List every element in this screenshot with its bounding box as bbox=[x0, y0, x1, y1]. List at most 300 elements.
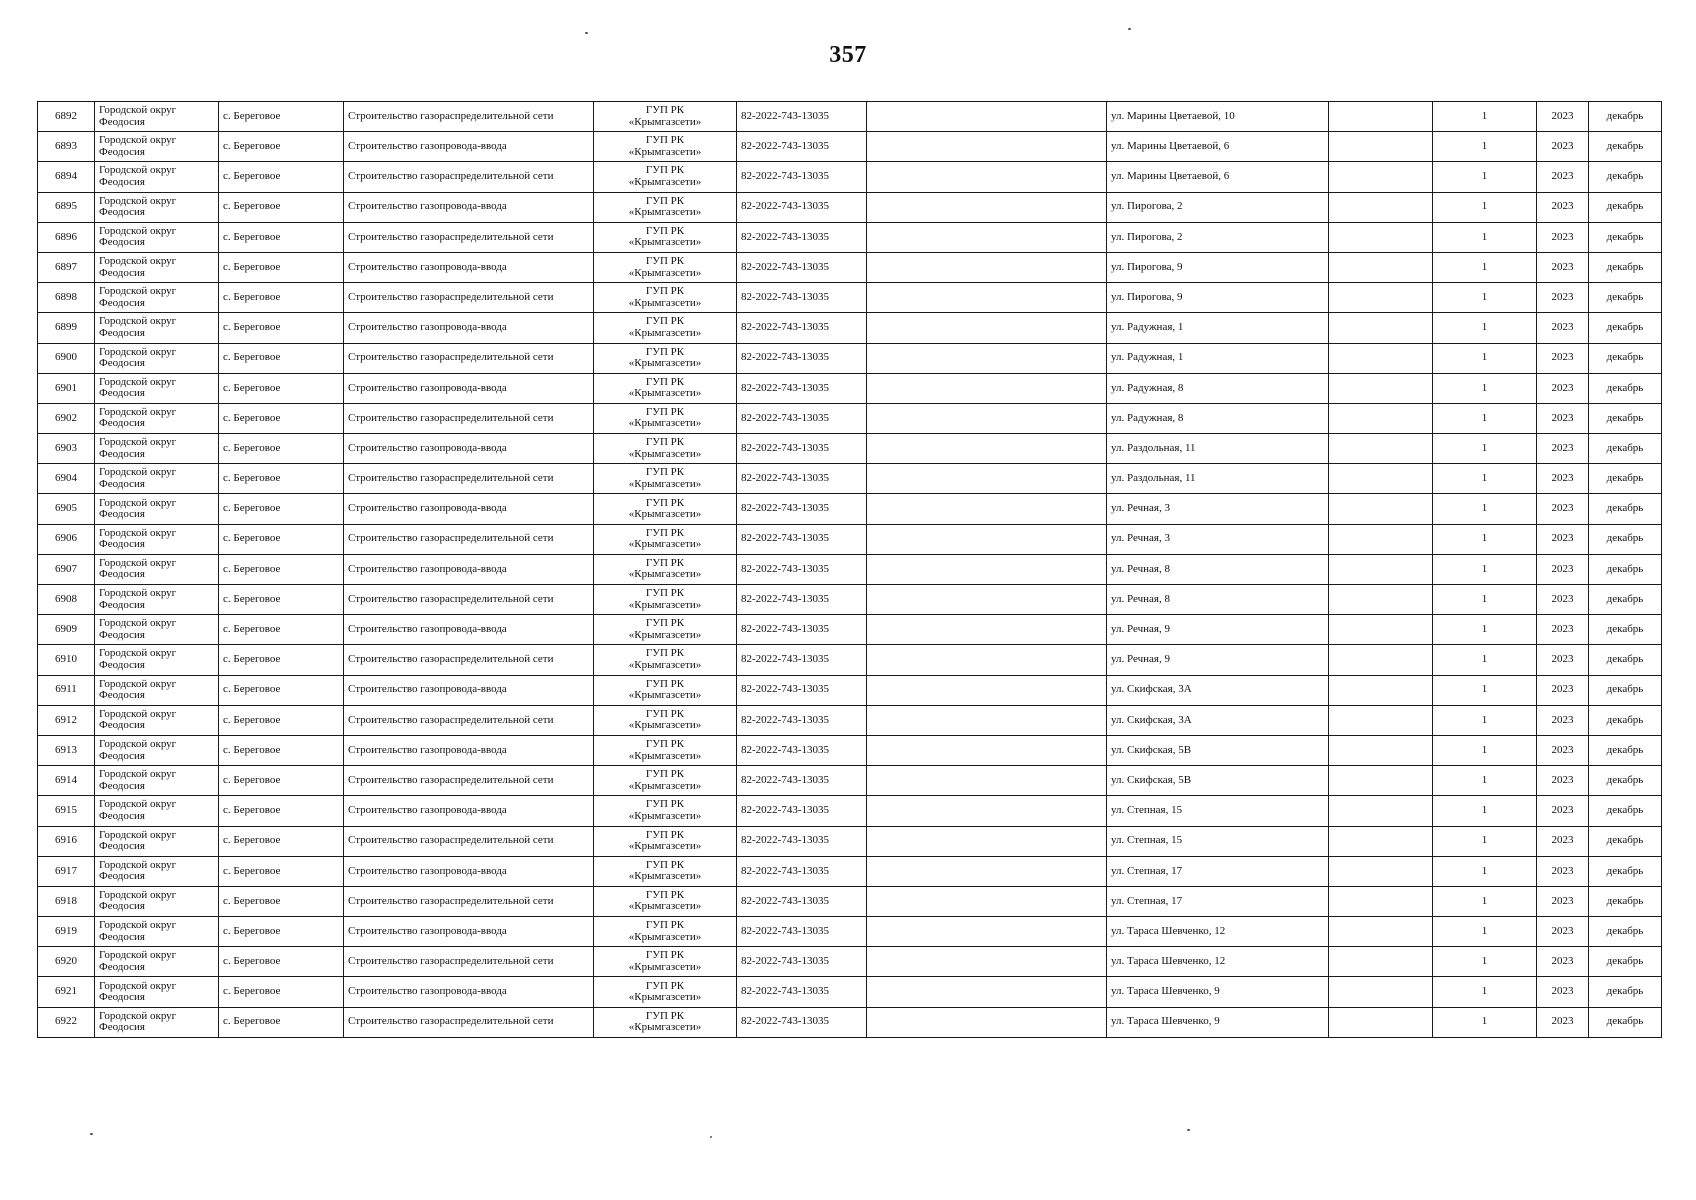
row-number-cell: 6919 bbox=[38, 917, 95, 947]
municipality-line: Городской округ bbox=[99, 375, 177, 388]
quantity-cell: 1 bbox=[1433, 524, 1537, 554]
empty-cell bbox=[1329, 645, 1433, 675]
table-row bbox=[38, 705, 1662, 735]
year-cell: 2023 bbox=[1537, 917, 1589, 947]
year-cell: 2023 bbox=[1537, 283, 1589, 313]
settlement-cell: с. Береговое bbox=[219, 222, 344, 252]
address-cell: ул. Скифская, 3А bbox=[1107, 705, 1329, 735]
municipality-cell bbox=[95, 615, 219, 645]
table-row bbox=[38, 102, 1662, 132]
municipality-line: Городской округ bbox=[99, 768, 177, 781]
municipality-line: Городской округ bbox=[99, 1009, 177, 1022]
agreement-code-cell: 82-2022-743-13035 bbox=[737, 766, 867, 796]
address-cell: ул. Степная, 17 bbox=[1107, 886, 1329, 916]
agreement-code-cell: 82-2022-743-13035 bbox=[737, 886, 867, 916]
municipality-line: Феодосия bbox=[99, 447, 145, 460]
settlement-cell: с. Береговое bbox=[219, 434, 344, 464]
municipality-line: Феодосия bbox=[99, 840, 145, 853]
settlement-cell: с. Береговое bbox=[219, 373, 344, 403]
address-cell: ул. Речная, 8 bbox=[1107, 554, 1329, 584]
municipality-cell bbox=[95, 313, 219, 343]
organization-line: ГУП РК bbox=[645, 315, 685, 328]
municipality-line: Феодосия bbox=[99, 236, 145, 249]
municipality-cell bbox=[95, 162, 219, 192]
quantity-cell: 1 bbox=[1433, 585, 1537, 615]
organization-cell bbox=[594, 162, 737, 192]
month-cell: декабрь bbox=[1589, 283, 1662, 313]
address-cell: ул. Речная, 9 bbox=[1107, 615, 1329, 645]
settlement-cell: с. Береговое bbox=[219, 554, 344, 584]
agreement-code-cell: 82-2022-743-13035 bbox=[737, 434, 867, 464]
organization-line: «Крымгазсети» bbox=[628, 870, 702, 883]
municipality-line: Городской округ bbox=[99, 858, 177, 871]
table-row bbox=[38, 132, 1662, 162]
organization-cell bbox=[594, 1007, 737, 1037]
agreement-code-cell: 82-2022-743-13035 bbox=[737, 705, 867, 735]
organization-cell bbox=[594, 102, 737, 132]
table-row bbox=[38, 434, 1662, 464]
table-row bbox=[38, 735, 1662, 765]
empty-cell bbox=[867, 554, 1107, 584]
municipality-cell bbox=[95, 403, 219, 433]
municipality-line: Феодосия bbox=[99, 357, 145, 370]
municipality-cell bbox=[95, 102, 219, 132]
municipality-line: Феодосия bbox=[99, 960, 145, 973]
organization-line: ГУП РК bbox=[645, 436, 685, 449]
empty-cell bbox=[867, 645, 1107, 675]
table-row bbox=[38, 283, 1662, 313]
organization-line: «Крымгазсети» bbox=[628, 749, 702, 762]
work-type-cell: Строительство газораспределительной сети bbox=[344, 343, 594, 373]
municipality-cell bbox=[95, 826, 219, 856]
empty-cell bbox=[867, 766, 1107, 796]
empty-cell bbox=[1329, 132, 1433, 162]
empty-cell bbox=[867, 615, 1107, 645]
month-cell: декабрь bbox=[1589, 977, 1662, 1007]
settlement-cell: с. Береговое bbox=[219, 886, 344, 916]
row-number-cell: 6901 bbox=[38, 373, 95, 403]
quantity-cell: 1 bbox=[1433, 766, 1537, 796]
address-cell: ул. Пирогова, 9 bbox=[1107, 252, 1329, 282]
agreement-code-cell: 82-2022-743-13035 bbox=[737, 585, 867, 615]
address-cell: ул. Степная, 15 bbox=[1107, 826, 1329, 856]
address-cell: ул. Марины Цветаевой, 10 bbox=[1107, 102, 1329, 132]
municipality-cell bbox=[95, 252, 219, 282]
empty-cell bbox=[1329, 947, 1433, 977]
row-number-cell: 6920 bbox=[38, 947, 95, 977]
municipality-cell bbox=[95, 886, 219, 916]
empty-cell bbox=[1329, 313, 1433, 343]
organization-line: «Крымгазсети» bbox=[628, 719, 702, 732]
organization-line: «Крымгазсети» bbox=[628, 960, 702, 973]
empty-cell bbox=[867, 464, 1107, 494]
empty-cell bbox=[867, 102, 1107, 132]
empty-cell bbox=[1329, 102, 1433, 132]
row-number-cell: 6903 bbox=[38, 434, 95, 464]
empty-cell bbox=[867, 585, 1107, 615]
month-cell: декабрь bbox=[1589, 373, 1662, 403]
organization-line: «Крымгазсети» bbox=[628, 357, 702, 370]
municipality-line: Городской округ bbox=[99, 436, 177, 449]
table-row bbox=[38, 585, 1662, 615]
municipality-line: Феодосия bbox=[99, 900, 145, 913]
municipality-cell bbox=[95, 222, 219, 252]
table-row bbox=[38, 403, 1662, 433]
municipality-line: Городской округ bbox=[99, 496, 177, 509]
row-number-cell: 6905 bbox=[38, 494, 95, 524]
organization-line: «Крымгазсети» bbox=[628, 326, 702, 339]
work-type-cell: Строительство газопровода-ввода bbox=[344, 856, 594, 886]
organization-cell bbox=[594, 886, 737, 916]
agreement-code-cell: 82-2022-743-13035 bbox=[737, 917, 867, 947]
empty-cell bbox=[1329, 373, 1433, 403]
month-cell: декабрь bbox=[1589, 735, 1662, 765]
organization-cell bbox=[594, 524, 737, 554]
table-row bbox=[38, 554, 1662, 584]
settlement-cell: с. Береговое bbox=[219, 645, 344, 675]
month-cell: декабрь bbox=[1589, 343, 1662, 373]
organization-cell bbox=[594, 856, 737, 886]
empty-cell bbox=[867, 947, 1107, 977]
row-number-cell: 6900 bbox=[38, 343, 95, 373]
scan-speck bbox=[1187, 1129, 1190, 1131]
organization-cell bbox=[594, 977, 737, 1007]
year-cell: 2023 bbox=[1537, 524, 1589, 554]
empty-cell bbox=[867, 705, 1107, 735]
table-row bbox=[38, 766, 1662, 796]
table-row bbox=[38, 1007, 1662, 1037]
month-cell: декабрь bbox=[1589, 675, 1662, 705]
organization-line: «Крымгазсети» bbox=[628, 387, 702, 400]
work-type-cell: Строительство газораспределительной сети bbox=[344, 464, 594, 494]
work-type-cell: Строительство газопровода-ввода bbox=[344, 494, 594, 524]
year-cell: 2023 bbox=[1537, 313, 1589, 343]
agreement-code-cell: 82-2022-743-13035 bbox=[737, 283, 867, 313]
municipality-line: Городской округ bbox=[99, 345, 177, 358]
year-cell: 2023 bbox=[1537, 856, 1589, 886]
month-cell: декабрь bbox=[1589, 464, 1662, 494]
address-cell: ул. Речная, 3 bbox=[1107, 494, 1329, 524]
quantity-cell: 1 bbox=[1433, 917, 1537, 947]
municipality-line: Феодосия bbox=[99, 477, 145, 490]
quantity-cell: 1 bbox=[1433, 222, 1537, 252]
municipality-line: Феодосия bbox=[99, 779, 145, 792]
work-type-cell: Строительство газопровода-ввода bbox=[344, 313, 594, 343]
organization-cell bbox=[594, 645, 737, 675]
organization-line: ГУП РК bbox=[645, 738, 685, 751]
year-cell: 2023 bbox=[1537, 343, 1589, 373]
municipality-line: Городской округ bbox=[99, 405, 177, 418]
page-number: 357 bbox=[829, 42, 867, 68]
row-number-cell: 6910 bbox=[38, 645, 95, 675]
quantity-cell: 1 bbox=[1433, 373, 1537, 403]
organization-line: «Крымгазсети» bbox=[628, 508, 702, 521]
month-cell: декабрь bbox=[1589, 222, 1662, 252]
row-number-cell: 6908 bbox=[38, 585, 95, 615]
settlement-cell: с. Береговое bbox=[219, 464, 344, 494]
organization-line: ГУП РК bbox=[645, 255, 685, 268]
empty-cell bbox=[867, 162, 1107, 192]
row-number-cell: 6895 bbox=[38, 192, 95, 222]
year-cell: 2023 bbox=[1537, 947, 1589, 977]
table-row bbox=[38, 524, 1662, 554]
agreement-code-cell: 82-2022-743-13035 bbox=[737, 373, 867, 403]
empty-cell bbox=[1329, 524, 1433, 554]
empty-cell bbox=[1329, 403, 1433, 433]
year-cell: 2023 bbox=[1537, 373, 1589, 403]
municipality-line: Феодосия bbox=[99, 538, 145, 551]
empty-cell bbox=[1329, 705, 1433, 735]
empty-cell bbox=[1329, 826, 1433, 856]
organization-line: ГУП РК bbox=[645, 1009, 685, 1022]
organization-cell bbox=[594, 826, 737, 856]
empty-cell bbox=[867, 826, 1107, 856]
settlement-cell: с. Береговое bbox=[219, 102, 344, 132]
row-number-cell: 6911 bbox=[38, 675, 95, 705]
year-cell: 2023 bbox=[1537, 675, 1589, 705]
work-type-cell: Строительство газораспределительной сети bbox=[344, 162, 594, 192]
municipality-cell bbox=[95, 645, 219, 675]
organization-cell bbox=[594, 464, 737, 494]
row-number-cell: 6917 bbox=[38, 856, 95, 886]
year-cell: 2023 bbox=[1537, 192, 1589, 222]
municipality-line: Городской округ bbox=[99, 224, 177, 237]
scan-speck bbox=[585, 32, 588, 34]
municipality-cell bbox=[95, 464, 219, 494]
municipality-line: Городской округ bbox=[99, 888, 177, 901]
year-cell: 2023 bbox=[1537, 554, 1589, 584]
municipality-cell bbox=[95, 192, 219, 222]
empty-cell bbox=[867, 886, 1107, 916]
address-cell: ул. Марины Цветаевой, 6 bbox=[1107, 162, 1329, 192]
municipality-line: Городской округ bbox=[99, 315, 177, 328]
row-number-cell: 6913 bbox=[38, 735, 95, 765]
organization-cell bbox=[594, 735, 737, 765]
organization-line: «Крымгазсети» bbox=[628, 900, 702, 913]
quantity-cell: 1 bbox=[1433, 162, 1537, 192]
agreement-code-cell: 82-2022-743-13035 bbox=[737, 735, 867, 765]
agreement-code-cell: 82-2022-743-13035 bbox=[737, 102, 867, 132]
row-number-cell: 6918 bbox=[38, 886, 95, 916]
table-row bbox=[38, 886, 1662, 916]
organization-cell bbox=[594, 947, 737, 977]
organization-line: «Крымгазсети» bbox=[628, 930, 702, 943]
work-type-cell: Строительство газопровода-ввода bbox=[344, 615, 594, 645]
settlement-cell: с. Береговое bbox=[219, 283, 344, 313]
empty-cell bbox=[1329, 977, 1433, 1007]
work-type-cell: Строительство газораспределительной сети bbox=[344, 826, 594, 856]
settlement-cell: с. Береговое bbox=[219, 735, 344, 765]
quantity-cell: 1 bbox=[1433, 977, 1537, 1007]
address-cell: ул. Пирогова, 2 bbox=[1107, 222, 1329, 252]
organization-cell bbox=[594, 554, 737, 584]
empty-cell bbox=[1329, 735, 1433, 765]
table-row bbox=[38, 796, 1662, 826]
quantity-cell: 1 bbox=[1433, 1007, 1537, 1037]
organization-line: «Крымгазсети» bbox=[628, 809, 702, 822]
settlement-cell: с. Береговое bbox=[219, 675, 344, 705]
work-type-cell: Строительство газораспределительной сети bbox=[344, 1007, 594, 1037]
municipality-cell bbox=[95, 494, 219, 524]
organization-line: «Крымгазсети» bbox=[628, 266, 702, 279]
table-row bbox=[38, 675, 1662, 705]
work-type-cell: Строительство газопровода-ввода bbox=[344, 192, 594, 222]
table-row bbox=[38, 313, 1662, 343]
organization-cell bbox=[594, 222, 737, 252]
work-type-cell: Строительство газопровода-ввода bbox=[344, 554, 594, 584]
empty-cell bbox=[867, 192, 1107, 222]
month-cell: декабрь bbox=[1589, 917, 1662, 947]
municipality-line: Городской округ bbox=[99, 738, 177, 751]
quantity-cell: 1 bbox=[1433, 735, 1537, 765]
empty-cell bbox=[1329, 1007, 1433, 1037]
municipality-line: Городской округ bbox=[99, 194, 177, 207]
quantity-cell: 1 bbox=[1433, 434, 1537, 464]
quantity-cell: 1 bbox=[1433, 705, 1537, 735]
settlement-cell: с. Береговое bbox=[219, 796, 344, 826]
quantity-cell: 1 bbox=[1433, 615, 1537, 645]
settlement-cell: с. Береговое bbox=[219, 192, 344, 222]
quantity-cell: 1 bbox=[1433, 494, 1537, 524]
month-cell: декабрь bbox=[1589, 524, 1662, 554]
organization-cell bbox=[594, 705, 737, 735]
municipality-line: Феодосия bbox=[99, 598, 145, 611]
empty-cell bbox=[867, 373, 1107, 403]
month-cell: декабрь bbox=[1589, 585, 1662, 615]
organization-line: ГУП РК bbox=[645, 496, 685, 509]
agreement-code-cell: 82-2022-743-13035 bbox=[737, 675, 867, 705]
municipality-cell bbox=[95, 856, 219, 886]
scan-speck bbox=[1128, 28, 1131, 30]
empty-cell bbox=[1329, 766, 1433, 796]
quantity-cell: 1 bbox=[1433, 856, 1537, 886]
organization-cell bbox=[594, 675, 737, 705]
address-cell: ул. Раздольная, 11 bbox=[1107, 464, 1329, 494]
empty-cell bbox=[1329, 554, 1433, 584]
empty-cell bbox=[867, 977, 1107, 1007]
work-type-cell: Строительство газораспределительной сети bbox=[344, 947, 594, 977]
work-type-cell: Строительство газопровода-ввода bbox=[344, 917, 594, 947]
quantity-cell: 1 bbox=[1433, 826, 1537, 856]
row-number-cell: 6909 bbox=[38, 615, 95, 645]
organization-line: ГУП РК bbox=[645, 587, 685, 600]
quantity-cell: 1 bbox=[1433, 403, 1537, 433]
organization-cell bbox=[594, 917, 737, 947]
empty-cell bbox=[867, 1007, 1107, 1037]
empty-cell bbox=[867, 132, 1107, 162]
municipality-line: Городской округ bbox=[99, 617, 177, 630]
agreement-code-cell: 82-2022-743-13035 bbox=[737, 313, 867, 343]
work-type-cell: Строительство газопровода-ввода bbox=[344, 796, 594, 826]
municipality-line: Городской округ bbox=[99, 707, 177, 720]
quantity-cell: 1 bbox=[1433, 343, 1537, 373]
organization-line: ГУП РК bbox=[645, 828, 685, 841]
municipality-line: Городской округ bbox=[99, 828, 177, 841]
year-cell: 2023 bbox=[1537, 102, 1589, 132]
empty-cell bbox=[867, 675, 1107, 705]
municipality-line: Феодосия bbox=[99, 749, 145, 762]
municipality-line: Городской округ bbox=[99, 647, 177, 660]
address-cell: ул. Речная, 8 bbox=[1107, 585, 1329, 615]
empty-cell bbox=[867, 434, 1107, 464]
month-cell: декабрь bbox=[1589, 313, 1662, 343]
organization-cell bbox=[594, 343, 737, 373]
table-row bbox=[38, 856, 1662, 886]
work-type-cell: Строительство газопровода-ввода bbox=[344, 373, 594, 403]
municipality-line: Феодосия bbox=[99, 266, 145, 279]
table-row bbox=[38, 373, 1662, 403]
municipality-cell bbox=[95, 977, 219, 1007]
agreement-code-cell: 82-2022-743-13035 bbox=[737, 132, 867, 162]
work-type-cell: Строительство газопровода-ввода bbox=[344, 434, 594, 464]
address-cell: ул. Речная, 9 bbox=[1107, 645, 1329, 675]
month-cell: декабрь bbox=[1589, 132, 1662, 162]
organization-cell bbox=[594, 132, 737, 162]
organization-line: ГУП РК bbox=[645, 285, 685, 298]
work-type-cell: Строительство газораспределительной сети bbox=[344, 766, 594, 796]
municipality-cell bbox=[95, 554, 219, 584]
quantity-cell: 1 bbox=[1433, 252, 1537, 282]
municipality-line: Феодосия bbox=[99, 658, 145, 671]
settlement-cell: с. Береговое bbox=[219, 524, 344, 554]
organization-line: «Крымгазсети» bbox=[628, 779, 702, 792]
year-cell: 2023 bbox=[1537, 464, 1589, 494]
month-cell: декабрь bbox=[1589, 826, 1662, 856]
work-type-cell: Строительство газопровода-ввода bbox=[344, 132, 594, 162]
organization-cell bbox=[594, 766, 737, 796]
year-cell: 2023 bbox=[1537, 705, 1589, 735]
month-cell: декабрь bbox=[1589, 705, 1662, 735]
agreement-code-cell: 82-2022-743-13035 bbox=[737, 796, 867, 826]
organization-line: ГУП РК bbox=[645, 224, 685, 237]
empty-cell bbox=[1329, 615, 1433, 645]
municipality-cell bbox=[95, 283, 219, 313]
scan-speck bbox=[710, 1136, 712, 1138]
settlement-cell: с. Береговое bbox=[219, 343, 344, 373]
municipality-cell bbox=[95, 705, 219, 735]
empty-cell bbox=[867, 283, 1107, 313]
table-row bbox=[38, 222, 1662, 252]
organization-cell bbox=[594, 585, 737, 615]
organization-cell bbox=[594, 796, 737, 826]
organization-line: «Крымгазсети» bbox=[628, 658, 702, 671]
municipality-line: Феодосия bbox=[99, 387, 145, 400]
agreement-code-cell: 82-2022-743-13035 bbox=[737, 403, 867, 433]
table-row bbox=[38, 826, 1662, 856]
organization-cell bbox=[594, 313, 737, 343]
table-row bbox=[38, 917, 1662, 947]
agreement-code-cell: 82-2022-743-13035 bbox=[737, 856, 867, 886]
row-number-cell: 6915 bbox=[38, 796, 95, 826]
table-row bbox=[38, 343, 1662, 373]
settlement-cell: с. Береговое bbox=[219, 615, 344, 645]
organization-line: «Крымгазсети» bbox=[628, 206, 702, 219]
year-cell: 2023 bbox=[1537, 977, 1589, 1007]
month-cell: декабрь bbox=[1589, 947, 1662, 977]
organization-line: «Крымгазсети» bbox=[628, 840, 702, 853]
month-cell: декабрь bbox=[1589, 886, 1662, 916]
empty-cell bbox=[1329, 917, 1433, 947]
registry-table-body bbox=[38, 102, 1662, 1038]
organization-line: ГУП РК bbox=[645, 949, 685, 962]
year-cell: 2023 bbox=[1537, 886, 1589, 916]
municipality-line: Городской округ bbox=[99, 677, 177, 690]
municipality-line: Городской округ bbox=[99, 164, 177, 177]
address-cell: ул. Речная, 3 bbox=[1107, 524, 1329, 554]
address-cell: ул. Радужная, 1 bbox=[1107, 313, 1329, 343]
year-cell: 2023 bbox=[1537, 796, 1589, 826]
month-cell: декабрь bbox=[1589, 102, 1662, 132]
